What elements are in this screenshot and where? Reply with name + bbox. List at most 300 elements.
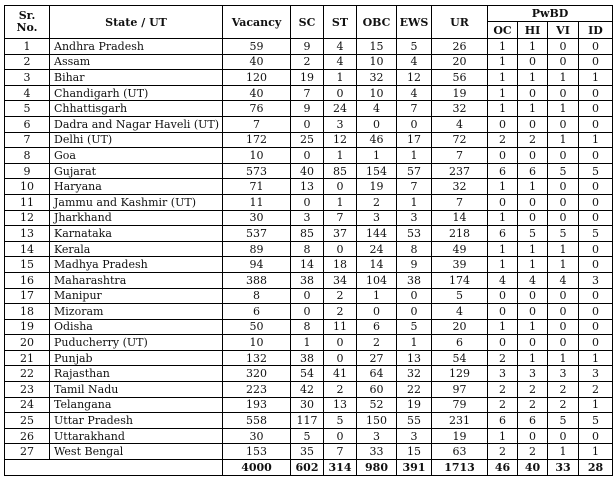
cell-ews: 4 — [397, 54, 432, 70]
table-row — [5, 382, 613, 398]
cell-oc: 1 — [488, 101, 518, 117]
cell-sr-no: 18 — [5, 304, 50, 320]
cell-id: 1 — [579, 444, 613, 460]
cell-sr-no: 2 — [5, 54, 50, 70]
table-row — [5, 366, 613, 382]
cell-hi: 2 — [518, 397, 548, 413]
cell-st: 2 — [324, 288, 357, 304]
cell-ur: 5 — [432, 288, 488, 304]
header-st: ST — [324, 6, 357, 39]
cell-ews: 15 — [397, 444, 432, 460]
cell-st: 34 — [324, 272, 357, 288]
cell-hi: 1 — [518, 350, 548, 366]
header-ews: EWS — [397, 6, 432, 39]
cell-hi: 1 — [518, 179, 548, 195]
cell-hi: 4 — [518, 272, 548, 288]
cell-ews: 0 — [397, 304, 432, 320]
cell-obc: 33 — [357, 444, 397, 460]
cell-obc: 24 — [357, 241, 397, 257]
cell-ur: 19 — [432, 85, 488, 101]
cell-vacancy: 59 — [223, 39, 291, 55]
cell-state: Dadra and Nagar Haveli (UT) — [50, 116, 223, 132]
header-row — [5, 6, 613, 22]
cell-hi: 1 — [518, 319, 548, 335]
cell-oc: 0 — [488, 288, 518, 304]
cell-oc: 2 — [488, 397, 518, 413]
cell-st: 0 — [324, 241, 357, 257]
table-row — [5, 444, 613, 460]
cell-ur: 20 — [432, 319, 488, 335]
cell-obc: 1 — [357, 148, 397, 164]
cell-state: Maharashtra — [50, 272, 223, 288]
cell-st: 5 — [324, 413, 357, 429]
table-row — [5, 226, 613, 242]
cell-oc: 1 — [488, 210, 518, 226]
cell-sr-no: 5 — [5, 101, 50, 117]
cell-sr-no: 21 — [5, 350, 50, 366]
cell-state: Kerala — [50, 241, 223, 257]
cell-sr-no: 22 — [5, 366, 50, 382]
cell-obc: 14 — [357, 257, 397, 273]
cell-sc: 38 — [291, 272, 324, 288]
cell-obc: 6 — [357, 319, 397, 335]
cell-ews: 19 — [397, 397, 432, 413]
cell-ews: 5 — [397, 319, 432, 335]
cell-oc: 1 — [488, 39, 518, 55]
table-row — [5, 210, 613, 226]
cell-st: 4 — [324, 54, 357, 70]
cell-ews: 4 — [397, 85, 432, 101]
cell-obc: 3 — [357, 210, 397, 226]
cell-ews: 7 — [397, 101, 432, 117]
cell-sr-no: 10 — [5, 179, 50, 195]
cell-state: Odisha — [50, 319, 223, 335]
header-id: ID — [579, 22, 613, 39]
cell-ur: 7 — [432, 148, 488, 164]
table-row — [5, 116, 613, 132]
cell-id: 1 — [579, 350, 613, 366]
cell-obc: 15 — [357, 39, 397, 55]
cell-state: West Bengal — [50, 444, 223, 460]
cell-id: 5 — [579, 413, 613, 429]
cell-id: 2 — [579, 382, 613, 398]
cell-sc: 7 — [291, 85, 324, 101]
cell-st: 37 — [324, 226, 357, 242]
cell-state: Jammu and Kashmir (UT) — [50, 194, 223, 210]
cell-vi: 0 — [548, 304, 579, 320]
cell-vacancy: 193 — [223, 397, 291, 413]
cell-ur: 14 — [432, 210, 488, 226]
cell-obc: 0 — [357, 304, 397, 320]
cell-vi: 1 — [548, 444, 579, 460]
cell-st: 3 — [324, 116, 357, 132]
table-row — [5, 241, 613, 257]
cell-ur: 72 — [432, 132, 488, 148]
cell-vacancy: 10 — [223, 335, 291, 351]
cell-sr-no: 26 — [5, 428, 50, 444]
cell-oc: 0 — [488, 335, 518, 351]
cell-vacancy: 558 — [223, 413, 291, 429]
cell-st: 0 — [324, 85, 357, 101]
cell-hi: 0 — [518, 428, 548, 444]
cell-hi: 0 — [518, 194, 548, 210]
total-oc: 46 — [488, 460, 518, 476]
cell-id: 0 — [579, 116, 613, 132]
cell-vacancy: 30 — [223, 428, 291, 444]
cell-state: Jharkhand — [50, 210, 223, 226]
header-hi: HI — [518, 22, 548, 39]
cell-id: 3 — [579, 272, 613, 288]
table-body — [5, 39, 613, 476]
cell-ur: 231 — [432, 413, 488, 429]
cell-sr-no: 4 — [5, 85, 50, 101]
cell-vi: 5 — [548, 226, 579, 242]
cell-hi: 1 — [518, 70, 548, 86]
cell-st: 7 — [324, 444, 357, 460]
cell-ews: 0 — [397, 288, 432, 304]
cell-vi: 2 — [548, 397, 579, 413]
total-hi: 40 — [518, 460, 548, 476]
cell-sr-no: 3 — [5, 70, 50, 86]
cell-vi: 3 — [548, 366, 579, 382]
cell-ews: 32 — [397, 366, 432, 382]
cell-id: 0 — [579, 257, 613, 273]
cell-vi: 0 — [548, 428, 579, 444]
cell-ews: 3 — [397, 428, 432, 444]
cell-sr-no: 27 — [5, 444, 50, 460]
cell-ur: 54 — [432, 350, 488, 366]
cell-obc: 104 — [357, 272, 397, 288]
cell-state: Assam — [50, 54, 223, 70]
cell-state: Tamil Nadu — [50, 382, 223, 398]
cell-st: 24 — [324, 101, 357, 117]
cell-ews: 1 — [397, 148, 432, 164]
table-row — [5, 148, 613, 164]
cell-ews: 38 — [397, 272, 432, 288]
cell-vi: 0 — [548, 194, 579, 210]
cell-sr-no: 25 — [5, 413, 50, 429]
cell-sc: 1 — [291, 335, 324, 351]
cell-sc: 0 — [291, 288, 324, 304]
cell-state: Uttarakhand — [50, 428, 223, 444]
cell-sc: 38 — [291, 350, 324, 366]
cell-obc: 32 — [357, 70, 397, 86]
header-pwbd: PwBD — [488, 6, 613, 22]
cell-sc: 9 — [291, 101, 324, 117]
cell-id: 1 — [579, 397, 613, 413]
header-sc: SC — [291, 6, 324, 39]
cell-vacancy: 172 — [223, 132, 291, 148]
cell-sr-no: 6 — [5, 116, 50, 132]
cell-oc: 6 — [488, 163, 518, 179]
cell-sc: 25 — [291, 132, 324, 148]
cell-oc: 0 — [488, 304, 518, 320]
cell-sr-no: 15 — [5, 257, 50, 273]
cell-vi: 0 — [548, 288, 579, 304]
cell-vacancy: 7 — [223, 116, 291, 132]
cell-sc: 85 — [291, 226, 324, 242]
cell-obc: 2 — [357, 194, 397, 210]
cell-sr-no: 9 — [5, 163, 50, 179]
cell-oc: 1 — [488, 70, 518, 86]
cell-state: Andhra Pradesh — [50, 39, 223, 55]
cell-id: 0 — [579, 288, 613, 304]
cell-vi: 1 — [548, 70, 579, 86]
cell-obc: 52 — [357, 397, 397, 413]
cell-vi: 5 — [548, 413, 579, 429]
cell-state: Delhi (UT) — [50, 132, 223, 148]
cell-id: 1 — [579, 132, 613, 148]
cell-st: 1 — [324, 148, 357, 164]
cell-oc: 2 — [488, 382, 518, 398]
cell-vi: 0 — [548, 39, 579, 55]
cell-ur: 19 — [432, 428, 488, 444]
cell-st: 0 — [324, 428, 357, 444]
cell-oc: 6 — [488, 413, 518, 429]
cell-id: 0 — [579, 210, 613, 226]
cell-sc: 5 — [291, 428, 324, 444]
cell-vi: 1 — [548, 101, 579, 117]
cell-vacancy: 94 — [223, 257, 291, 273]
cell-state: Bihar — [50, 70, 223, 86]
header-vacancy: Vacancy — [223, 6, 291, 39]
cell-state: Gujarat — [50, 163, 223, 179]
cell-ur: 63 — [432, 444, 488, 460]
cell-id: 0 — [579, 54, 613, 70]
cell-vi: 1 — [548, 350, 579, 366]
cell-ur: 237 — [432, 163, 488, 179]
cell-id: 0 — [579, 428, 613, 444]
cell-sr-no: 12 — [5, 210, 50, 226]
cell-vi: 0 — [548, 85, 579, 101]
cell-vi: 0 — [548, 179, 579, 195]
cell-obc: 144 — [357, 226, 397, 242]
cell-oc: 1 — [488, 54, 518, 70]
cell-sr-no: 16 — [5, 272, 50, 288]
table-row — [5, 101, 613, 117]
cell-oc: 1 — [488, 179, 518, 195]
cell-hi: 5 — [518, 226, 548, 242]
cell-oc: 1 — [488, 85, 518, 101]
cell-state: Mizoram — [50, 304, 223, 320]
cell-sr-no: 7 — [5, 132, 50, 148]
table-row — [5, 179, 613, 195]
cell-obc: 64 — [357, 366, 397, 382]
total-sc: 602 — [291, 460, 324, 476]
cell-sc: 0 — [291, 148, 324, 164]
cell-st: 13 — [324, 397, 357, 413]
cell-vacancy: 223 — [223, 382, 291, 398]
cell-vi: 1 — [548, 241, 579, 257]
cell-sr-no: 23 — [5, 382, 50, 398]
header-oc: OC — [488, 22, 518, 39]
cell-obc: 150 — [357, 413, 397, 429]
table-row — [5, 163, 613, 179]
cell-ur: 56 — [432, 70, 488, 86]
cell-hi: 0 — [518, 148, 548, 164]
cell-ur: 79 — [432, 397, 488, 413]
totals-label-cell — [5, 460, 223, 476]
cell-id: 0 — [579, 319, 613, 335]
cell-sc: 42 — [291, 382, 324, 398]
cell-oc: 2 — [488, 132, 518, 148]
cell-state: Karnataka — [50, 226, 223, 242]
cell-obc: 0 — [357, 116, 397, 132]
cell-oc: 2 — [488, 444, 518, 460]
cell-id: 0 — [579, 241, 613, 257]
cell-ur: 49 — [432, 241, 488, 257]
cell-sr-no: 24 — [5, 397, 50, 413]
cell-sc: 3 — [291, 210, 324, 226]
cell-hi: 1 — [518, 257, 548, 273]
cell-state: Punjab — [50, 350, 223, 366]
table-row — [5, 350, 613, 366]
total-obc: 980 — [357, 460, 397, 476]
cell-hi: 2 — [518, 444, 548, 460]
vacancy-table — [4, 5, 613, 476]
cell-hi: 3 — [518, 366, 548, 382]
header-vi: VI — [548, 22, 579, 39]
cell-ur: 6 — [432, 335, 488, 351]
cell-oc: 1 — [488, 319, 518, 335]
cell-vacancy: 10 — [223, 148, 291, 164]
cell-hi: 0 — [518, 85, 548, 101]
cell-vi: 2 — [548, 382, 579, 398]
total-vi: 33 — [548, 460, 579, 476]
cell-vacancy: 537 — [223, 226, 291, 242]
cell-state: Puducherry (UT) — [50, 335, 223, 351]
cell-sc: 8 — [291, 241, 324, 257]
cell-ews: 9 — [397, 257, 432, 273]
cell-ews: 55 — [397, 413, 432, 429]
cell-st: 11 — [324, 319, 357, 335]
cell-vi: 1 — [548, 132, 579, 148]
cell-ur: 97 — [432, 382, 488, 398]
cell-vi: 5 — [548, 163, 579, 179]
cell-vacancy: 132 — [223, 350, 291, 366]
cell-hi: 1 — [518, 39, 548, 55]
table-row — [5, 132, 613, 148]
cell-sc: 35 — [291, 444, 324, 460]
cell-st: 0 — [324, 179, 357, 195]
cell-sr-no: 19 — [5, 319, 50, 335]
cell-ur: 32 — [432, 101, 488, 117]
cell-oc: 0 — [488, 148, 518, 164]
cell-vi: 0 — [548, 148, 579, 164]
cell-oc: 0 — [488, 116, 518, 132]
cell-st: 18 — [324, 257, 357, 273]
cell-vacancy: 573 — [223, 163, 291, 179]
cell-oc: 2 — [488, 350, 518, 366]
cell-obc: 4 — [357, 101, 397, 117]
cell-vacancy: 71 — [223, 179, 291, 195]
cell-vi: 0 — [548, 54, 579, 70]
cell-ews: 1 — [397, 194, 432, 210]
cell-sc: 30 — [291, 397, 324, 413]
cell-vacancy: 11 — [223, 194, 291, 210]
table-row — [5, 428, 613, 444]
cell-obc: 27 — [357, 350, 397, 366]
table-row — [5, 39, 613, 55]
cell-vi: 0 — [548, 335, 579, 351]
header-state: State / UT — [50, 6, 223, 39]
cell-ur: 39 — [432, 257, 488, 273]
cell-sc: 19 — [291, 70, 324, 86]
cell-st: 4 — [324, 39, 357, 55]
cell-vacancy: 89 — [223, 241, 291, 257]
header-sr-no — [5, 6, 50, 39]
cell-ews: 0 — [397, 116, 432, 132]
cell-sc: 0 — [291, 304, 324, 320]
cell-ews: 1 — [397, 335, 432, 351]
cell-hi: 0 — [518, 288, 548, 304]
cell-vacancy: 40 — [223, 85, 291, 101]
cell-state: Uttar Pradesh — [50, 413, 223, 429]
cell-state: Chandigarh (UT) — [50, 85, 223, 101]
cell-obc: 1 — [357, 288, 397, 304]
table-row — [5, 413, 613, 429]
total-vacancy: 4000 — [223, 460, 291, 476]
cell-state: Rajasthan — [50, 366, 223, 382]
totals-row — [5, 460, 613, 476]
cell-sr-no: 13 — [5, 226, 50, 242]
table-row — [5, 257, 613, 273]
cell-sc: 14 — [291, 257, 324, 273]
table-row — [5, 397, 613, 413]
cell-sc: 0 — [291, 194, 324, 210]
cell-vacancy: 153 — [223, 444, 291, 460]
cell-st: 85 — [324, 163, 357, 179]
table-row — [5, 288, 613, 304]
cell-vi: 1 — [548, 257, 579, 273]
cell-ur: 7 — [432, 194, 488, 210]
cell-state: Haryana — [50, 179, 223, 195]
cell-hi: 1 — [518, 241, 548, 257]
total-st: 314 — [324, 460, 357, 476]
cell-st: 1 — [324, 194, 357, 210]
cell-state: Manipur — [50, 288, 223, 304]
cell-st: 2 — [324, 382, 357, 398]
cell-ews: 3 — [397, 210, 432, 226]
cell-obc: 10 — [357, 85, 397, 101]
cell-vacancy: 50 — [223, 319, 291, 335]
cell-hi: 0 — [518, 304, 548, 320]
cell-ews: 57 — [397, 163, 432, 179]
cell-hi: 2 — [518, 132, 548, 148]
cell-id: 0 — [579, 335, 613, 351]
cell-vi: 0 — [548, 116, 579, 132]
cell-hi: 6 — [518, 413, 548, 429]
cell-vacancy: 388 — [223, 272, 291, 288]
table-row — [5, 304, 613, 320]
cell-ews: 22 — [397, 382, 432, 398]
cell-obc: 46 — [357, 132, 397, 148]
cell-hi: 0 — [518, 116, 548, 132]
cell-vi: 0 — [548, 210, 579, 226]
table-row — [5, 70, 613, 86]
cell-id: 0 — [579, 304, 613, 320]
cell-hi: 0 — [518, 54, 548, 70]
cell-oc: 1 — [488, 428, 518, 444]
cell-ur: 129 — [432, 366, 488, 382]
cell-st: 0 — [324, 350, 357, 366]
cell-hi: 0 — [518, 210, 548, 226]
cell-ews: 13 — [397, 350, 432, 366]
cell-oc: 3 — [488, 366, 518, 382]
cell-sc: 40 — [291, 163, 324, 179]
cell-vacancy: 320 — [223, 366, 291, 382]
cell-id: 1 — [579, 70, 613, 86]
